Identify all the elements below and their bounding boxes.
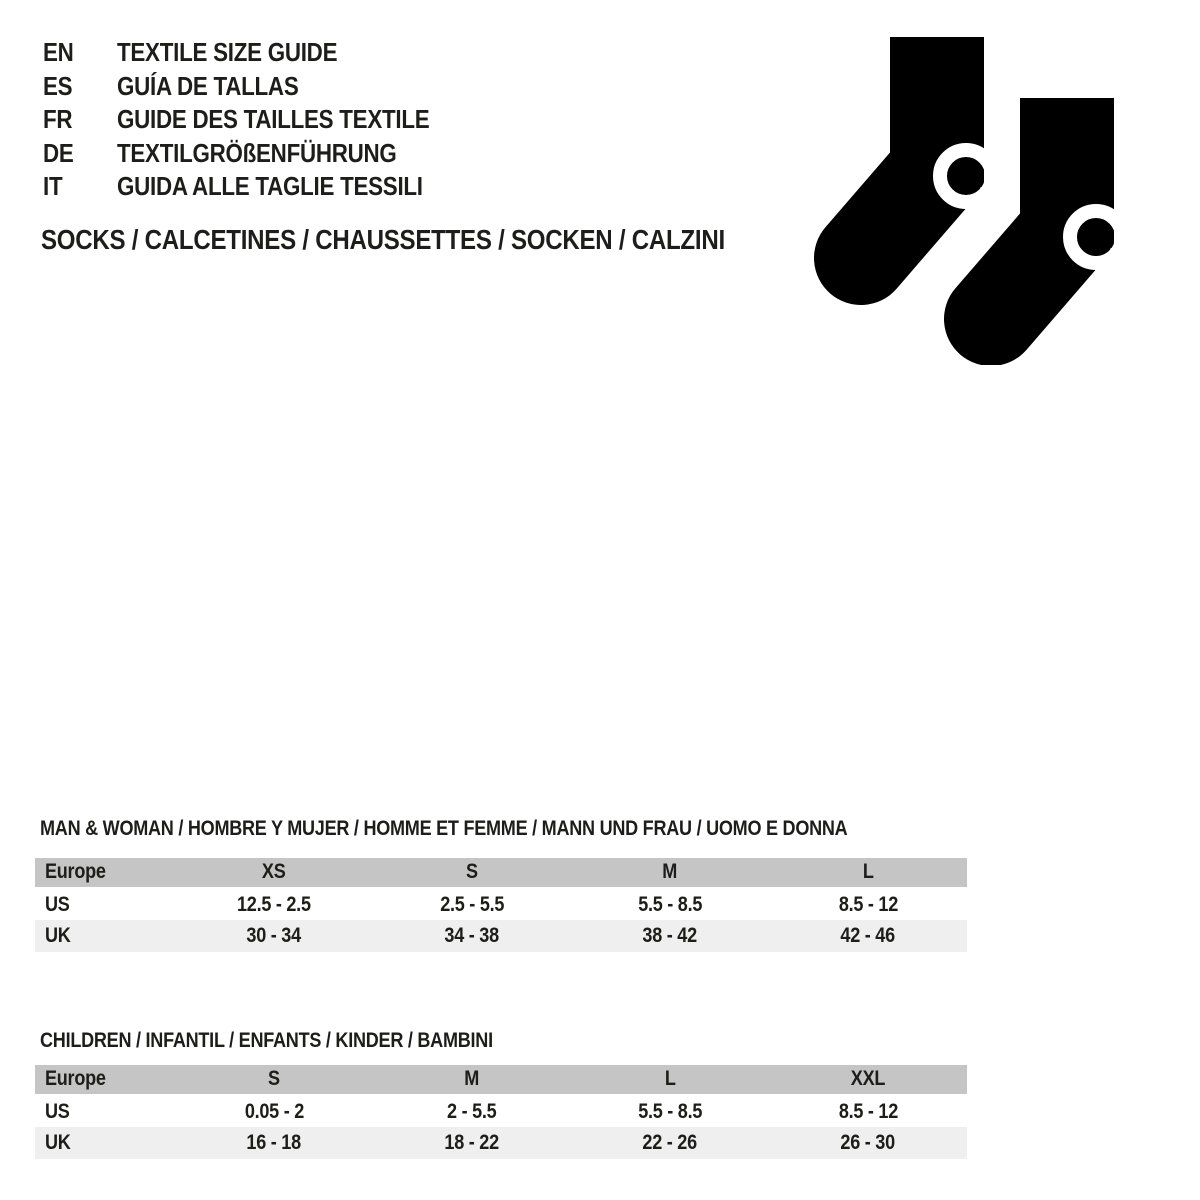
table-cell: 5.5 - 8.5 [638, 1099, 702, 1123]
header-cell-size: L [664, 1067, 676, 1091]
language-row-de [43, 137, 480, 171]
table-cell: 8.5 - 12 [838, 1099, 898, 1123]
size-table-man-woman [35, 858, 967, 952]
header-cell-region: Europe [45, 860, 106, 884]
language-code: DE [43, 137, 74, 168]
language-label: GUIDA ALLE TAGLIE TESSILI [117, 171, 423, 202]
table-header-row [35, 1065, 967, 1095]
table-cell: 18 - 22 [444, 1131, 500, 1154]
language-code: IT [43, 171, 63, 202]
table-row-uk [35, 1127, 967, 1159]
table-cell: 22 - 26 [642, 1131, 698, 1154]
header-cell-region: Europe [45, 1067, 106, 1091]
socks-icon [790, 20, 1150, 365]
table-row-us [35, 1095, 967, 1127]
table-cell: 42 - 46 [840, 924, 896, 947]
table-cell: 2.5 - 5.5 [440, 892, 504, 916]
table-header-row [35, 858, 967, 888]
language-row-en [43, 36, 480, 70]
language-title-block [43, 36, 480, 204]
category-line-text: SOCKS / CALCETINES / CHAUSSETTES / SOCKEN / CALZINI [41, 224, 725, 255]
row-label: US [45, 892, 70, 916]
table-row-us [35, 888, 967, 920]
header-cell-size: S [466, 860, 478, 884]
category-line [41, 224, 836, 256]
table-cell: 8.5 - 12 [838, 892, 898, 916]
header-cell-size: S [268, 1067, 280, 1091]
row-label: UK [45, 1131, 71, 1154]
table-cell: 5.5 - 8.5 [638, 892, 702, 916]
row-label: UK [45, 924, 71, 947]
language-code: EN [43, 37, 74, 68]
row-label: US [45, 1099, 70, 1123]
table-title-man-woman: MAN & WOMAN / HOMBRE Y MUJER / HOMME ET FEMME / MANN UND FRAU / UOMO E DONNA [40, 817, 848, 840]
table-cell: 30 - 34 [246, 924, 302, 947]
language-code: FR [43, 104, 73, 135]
sock-front [991, 82, 1130, 319]
table-cell: 12.5 - 2.5 [237, 892, 311, 916]
language-row-fr [43, 103, 480, 137]
language-label: TEXTILGRÖßENFÜHRUNG [117, 137, 397, 168]
language-label: GUIDE DES TAILLES TEXTILE [117, 104, 430, 135]
header-cell-size: M [662, 860, 678, 884]
table-title-children: CHILDREN / INFANTIL / ENFANTS / KINDER / BAMBINI [40, 1029, 493, 1052]
language-label: TEXTILE SIZE GUIDE [117, 37, 338, 68]
size-table-children [35, 1065, 967, 1159]
language-row-es [43, 70, 480, 104]
table-cell: 26 - 30 [840, 1131, 896, 1154]
table-cell: 38 - 42 [642, 924, 698, 947]
header-cell-size: XXL [850, 1067, 886, 1091]
language-code: ES [43, 70, 73, 101]
language-row-it [43, 170, 480, 204]
table-row-uk [35, 920, 967, 952]
sock-back [861, 37, 992, 258]
language-label: GUÍA DE TALLAS [117, 70, 299, 101]
header-cell-size: L [862, 860, 874, 884]
table-cell: 2 - 5.5 [447, 1099, 497, 1123]
header-cell-size: M [464, 1067, 480, 1091]
table-cell: 0.05 - 2 [244, 1099, 304, 1123]
header-cell-size: XS [262, 860, 286, 884]
table-cell: 34 - 38 [444, 924, 500, 947]
table-cell: 16 - 18 [246, 1131, 302, 1154]
